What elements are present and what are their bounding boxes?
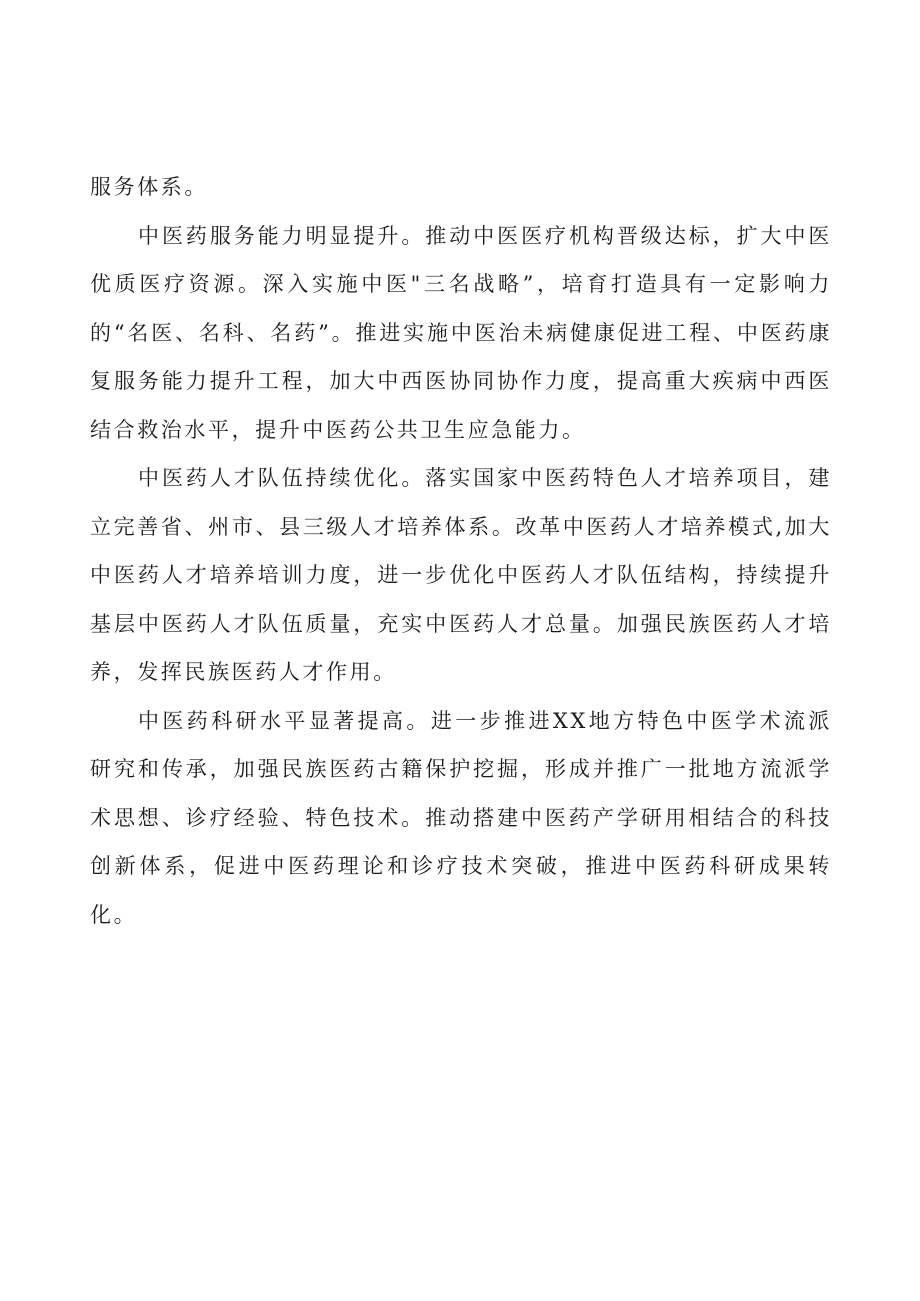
paragraph-continuation: 服务体系。 (90, 175, 208, 199)
document-body (90, 163, 832, 939)
paragraph-research-level: 中医药科研水平显著提高。进一步推进XX地方特色中医学术流派研究和传承，加强民族医药古籍保护挖掘，形成并推广一批地方流派学术思想、诊疗经验、特色技术。推动搭建中医药产学研用相结合的科技创新体系，促进中医药理论和诊疗技术突破，推进中医药科研成果转化。 (90, 708, 832, 927)
paragraph-talent-team: 中医药人才队伍持续优化。落实国家中医药特色人才培养项目，建立完善省、州市、县三级人才培养体系。改革中医药人才培养模式,加大中医药人才培养培训力度，进一步优化中医药人才队伍结构，持续提升基层中医药人才队伍质量，充实中医药人才总量。加强民族医药人才培养，发挥民族医药人才作用。 (90, 466, 832, 684)
paragraph-service-capacity: 中医药服务能力明显提升。推动中医医疗机构晋级达标，扩大中医优质医疗资源。深入实施中医"三名战略”，培育打造具有一定影响力的“名医、名科、名药”。推进实施中医治未病健康促进工程、中医药康复服务能力提升工程，加大中西医协同协作力度，提高重大疾病中西医结合救治水平，提升中医药公共卫生应急能力。 (90, 223, 832, 442)
